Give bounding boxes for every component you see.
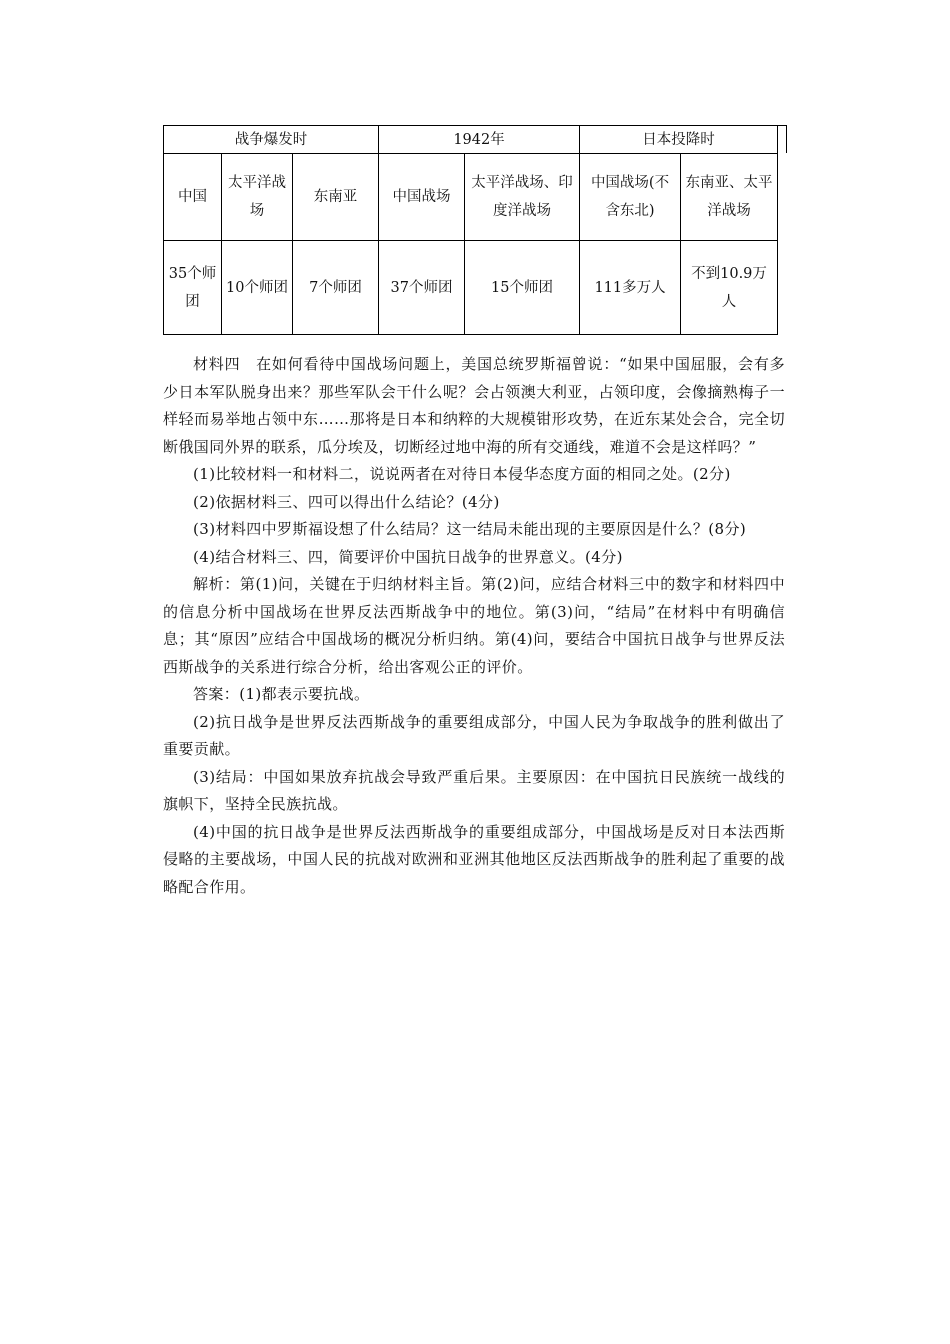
- material-four: 材料四 在如何看待中国战场问题上，美国总统罗斯福曾说：“如果中国屈服，会有多少日本军队脱身出来？那些军队会干什么呢？会占领澳大利亚，占领印度，会像摘熟梅子一样轻而易举地占领中东……那将是日本和纳粹的大规模钳形攻势，在近东某处会合，完全切断俄国同外界的联系，瓜分埃及，切断经过地中海的所有交通线，难道不会是这样吗？”: [163, 355, 785, 456]
- group-header-1942: 1942年: [379, 126, 580, 154]
- table-cell: 10个师团: [222, 241, 293, 335]
- column-header: 中国战场: [379, 154, 465, 241]
- question-1: (1)比较材料一和材料二，说说两者在对待日本侵华态度方面的相同之处。(2分): [193, 465, 731, 483]
- column-header: 太平洋战场、印度洋战场: [465, 154, 580, 241]
- column-header: 中国: [164, 154, 222, 241]
- table-cell: 7个师团: [293, 241, 379, 335]
- table-cell: 不到10.9万人: [681, 241, 778, 335]
- answer-2: (2)抗日战争是世界反法西斯战争的重要组成部分，中国人民为争取战争的胜利做出了重要贡献。: [163, 712, 785, 758]
- table-header-overhang: [777, 125, 787, 153]
- question-text: [163, 351, 785, 901]
- column-header: 东南亚: [293, 154, 379, 241]
- column-header: 东南亚、太平洋战场: [681, 154, 778, 241]
- analysis: 解析：第(1)问，关键在于归纳材料主旨。第(2)问，应结合材料三中的数字和材料四中的信息分析中国战场在世界反法西斯战争中的地位。第(3)问，“结局”在材料中有明确信息；其“原因”应结合中国战场的概况分析归纳。第(4)问，要结合中国抗日战争与世界反法西斯战争的关系进行综合分析，给出客观公正的评价。: [163, 575, 785, 676]
- table-subheader-row: [164, 154, 778, 241]
- question-4: (4)结合材料三、四，简要评价中国抗日战争的世界意义。(4分): [193, 547, 623, 566]
- table-cell: 111多万人: [580, 241, 681, 335]
- question-3: (3)材料四中罗斯福设想了什么结局？这一结局未能出现的主要原因是什么？(8分): [193, 520, 747, 538]
- troop-comparison-table: [163, 125, 778, 335]
- table-cell: 35个师团: [164, 241, 222, 335]
- answer-4: (4)中国的抗日战争是世界反法西斯战争的重要组成部分，中国战场是反对日本法西斯侵略的主要战场，中国人民的抗战对欧洲和亚洲其他地区反法西斯战争的胜利起了重要的战略配合作用。: [163, 822, 785, 896]
- group-header-outbreak: 战争爆发时: [164, 126, 379, 154]
- answer-3: (3)结局：中国如果放弃抗战会导致严重后果。主要原因：在中国抗日民族统一战线的旗帜下，坚持全民族抗战。: [163, 767, 785, 813]
- table-header-row: [164, 126, 778, 154]
- column-header: 太平洋战场: [222, 154, 293, 241]
- table-row: [164, 241, 778, 335]
- answer-1: 答案：(1)都表示要抗战。: [193, 685, 370, 703]
- question-2: (2)依据材料三、四可以得出什么结论？(4分): [193, 492, 500, 511]
- group-header-surrender: 日本投降时: [580, 126, 778, 154]
- column-header: 中国战场(不含东北): [580, 154, 681, 241]
- table-cell: 15个师团: [465, 241, 580, 335]
- table-cell: 37个师团: [379, 241, 465, 335]
